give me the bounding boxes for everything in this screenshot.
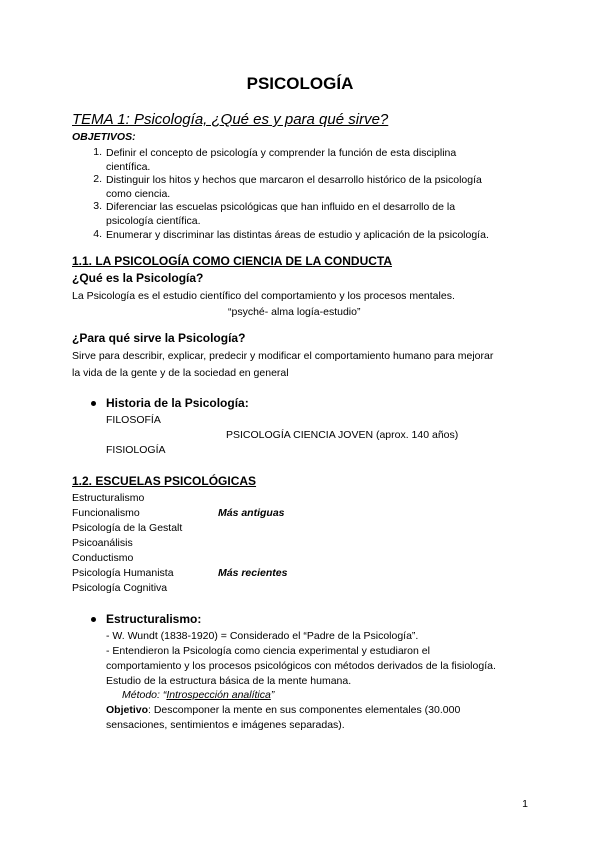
mas-antiguas-label: Más antiguas xyxy=(218,507,285,519)
metodo-label: Método: “ xyxy=(122,689,167,701)
tema-heading: TEMA 1: Psicología, ¿Qué es y para qué sirve? xyxy=(72,111,389,128)
objetivo-line xyxy=(106,703,460,717)
que-es-text: La Psicología es el estudio científico del comportamiento y los procesos mentales. xyxy=(72,290,455,302)
school-item: Psicología Humanista xyxy=(72,567,174,579)
etymology-text: “psyché- alma logía-estudio” xyxy=(228,306,361,318)
objective-3-line-1: Diferenciar las escuelas psicológicas que han influido en el desarrollo de la xyxy=(106,201,456,213)
school-item: Psicología de la Gestalt xyxy=(72,522,183,534)
school-item: Psicoanálisis xyxy=(72,537,133,549)
objective-number: 1. xyxy=(93,146,102,158)
entendieron-line-1: - Entendieron la Psicología como ciencia experimental y estudiaron el xyxy=(106,645,430,657)
historia-heading: Historia de la Psicología: xyxy=(106,396,249,410)
estructuralismo-heading: Estructuralismo: xyxy=(106,612,202,626)
objective-1-line-2: científica. xyxy=(106,161,151,173)
objective-3-line-2: psicología científica. xyxy=(106,215,201,227)
para-que-line-2: la vida de la gente y de la sociedad en general xyxy=(72,367,289,379)
bullet-icon xyxy=(91,617,96,622)
wundt-text: - W. Wundt (1838-1920) = Considerado el “Padre de la Psicología”. xyxy=(106,630,419,642)
objetivo-label: Objetivo xyxy=(106,704,149,716)
objective-2-line-1: Distinguir los hitos y hechos que marcaron el desarrollo histórico de la psicología xyxy=(106,174,482,186)
objective-2-line-2: como ciencia. xyxy=(106,188,171,200)
page-number: 1 xyxy=(522,798,528,810)
historia-filosofia: FILOSOFÍA xyxy=(106,414,161,426)
que-es-heading: ¿Qué es la Psicología? xyxy=(72,271,204,285)
objective-number: 3. xyxy=(93,200,102,212)
objective-number: 4. xyxy=(93,228,102,240)
objective-number: 2. xyxy=(93,173,102,185)
objetivo-text: : Descomponer la mente en sus componentes elementales (30.000 xyxy=(148,704,461,716)
bullet-icon xyxy=(91,401,96,406)
para-que-heading: ¿Para qué sirve la Psicología? xyxy=(72,331,246,345)
metodo-close: ” xyxy=(270,689,275,701)
objective-1-line-1: Definir el concepto de psicología y comprender la función de esta disciplina xyxy=(106,147,457,159)
historia-fisiologia: FISIOLOGÍA xyxy=(106,444,166,456)
school-item: Psicología Cognitiva xyxy=(72,582,168,594)
mas-recientes-label: Más recientes xyxy=(218,567,288,579)
section-1-2-heading: 1.2. ESCUELAS PSICOLÓGICAS xyxy=(72,474,257,488)
section-1-1-heading: 1.1. LA PSICOLOGÍA COMO CIENCIA DE LA CONDUCTA xyxy=(72,254,393,268)
para-que-line-1: Sirve para describir, explicar, predecir y modificar el comportamiento humano para mejorar xyxy=(72,350,494,362)
objetivos-heading: OBJETIVOS: xyxy=(72,131,136,143)
entendieron-line-2: comportamiento y los procesos psicológicos con métodos derivados de la fisiología. xyxy=(106,660,496,672)
school-item: Conductismo xyxy=(72,552,134,564)
historia-ciencia-joven: PSICOLOGÍA CIENCIA JOVEN (aprox. 140 años) xyxy=(226,429,459,441)
objective-4-line-1: Enumerar y discriminar las distintas áreas de estudio y aplicación de la psicología. xyxy=(106,229,489,241)
metodo-line xyxy=(122,688,274,702)
school-item: Estructuralismo xyxy=(72,492,145,504)
metodo-value: Introspección analítica xyxy=(166,689,271,701)
page-title: PSICOLOGÍA xyxy=(246,74,354,93)
entendieron-line-3: Estudio de la estructura básica de la mente humana. xyxy=(106,675,352,687)
school-item: Funcionalismo xyxy=(72,507,140,519)
objetivo-line-2: sensaciones, sentimientos e imágenes separadas). xyxy=(106,719,345,731)
